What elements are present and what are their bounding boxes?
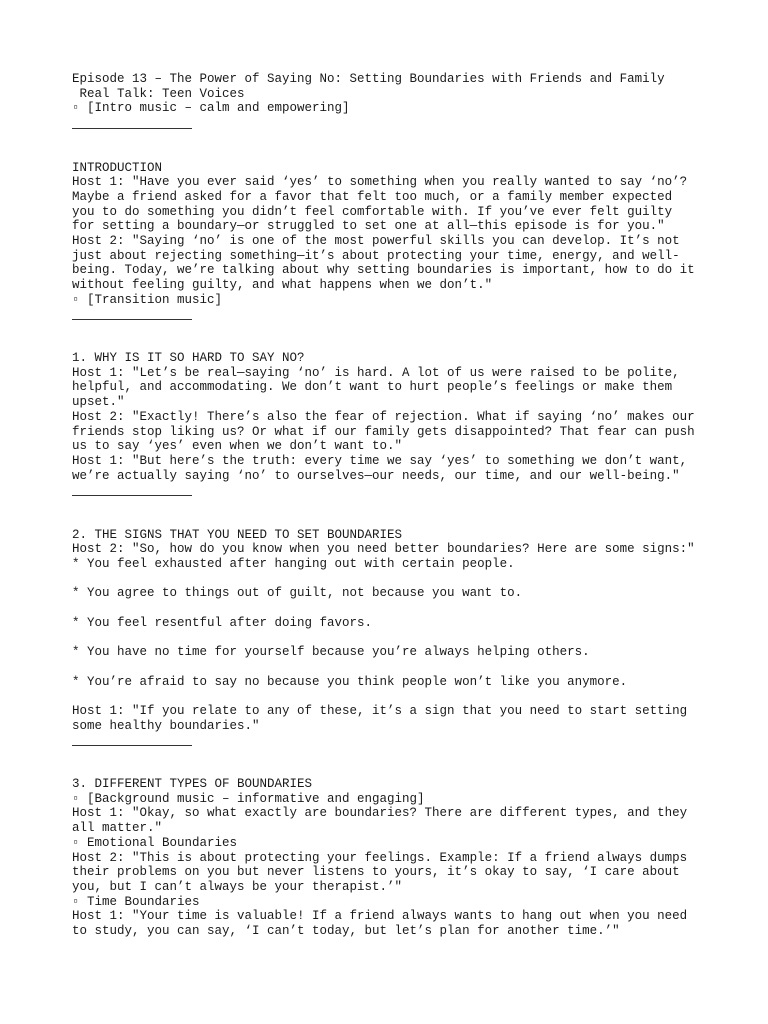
sign-bullet: * You feel exhausted after hanging out with certain people. xyxy=(72,556,515,571)
section-2-line: Host 1: "If you relate to any of these, it’s a sign that you need to start setting xyxy=(72,703,688,718)
show-subtitle: Real Talk: Teen Voices xyxy=(72,86,245,101)
sign-bullet: * You agree to things out of guilt, not because you want to. xyxy=(72,586,523,601)
section-divider xyxy=(72,495,192,496)
emotional-boundaries-subheading: ▫ Emotional Boundaries xyxy=(72,835,238,850)
intro-line: Host 1: "Have you ever said ‘yes’ to something when you really wanted to say ‘no’? xyxy=(72,175,688,190)
sign-bullet: * You’re afraid to say no because you think people won’t like you anymore. xyxy=(72,674,628,689)
section-1-line: Host 1: "But here’s the truth: every time we say ‘yes’ to something we don’t want, xyxy=(72,453,688,468)
section-1-line: friends stop liking us? Or what if our family gets disappointed? That fear can push xyxy=(72,424,695,439)
section-1-heading: 1. WHY IS IT SO HARD TO SAY NO? xyxy=(72,351,305,365)
section-1-line: us to say ‘yes’ even when we don’t want to." xyxy=(72,439,403,454)
section-1-line: helpful, and accommodating. We don’t want to hurt people’s feelings or make them xyxy=(72,380,673,395)
background-music-cue: ▫ [Background music – informative and engaging] xyxy=(72,791,425,806)
intro-line: without feeling guilty, and what happens when we don’t." xyxy=(72,278,493,293)
section-3-line: Host 2: "This is about protecting your feelings. Example: If a friend always dumps xyxy=(72,850,688,865)
intro-line: for setting a boundary—or struggled to set one at all—this episode is for you." xyxy=(72,219,665,234)
section-3-heading: 3. DIFFERENT TYPES OF BOUNDARIES xyxy=(72,777,313,791)
sign-bullet: * You feel resentful after doing favors. xyxy=(72,615,373,630)
section-2-line: some healthy boundaries." xyxy=(72,718,260,733)
section-2-heading: 2. THE SIGNS THAT YOU NEED TO SET BOUNDARIES xyxy=(72,527,403,542)
section-1-line: we’re actually saying ‘no’ to ourselves—our needs, our time, and our well-being." xyxy=(72,468,680,483)
intro-line: you to do something you didn’t feel comfortable with. If you’ve ever felt guilty xyxy=(72,204,673,219)
section-3-line: Host 1: "Okay, so what exactly are boundaries? There are different types, and they xyxy=(72,806,688,821)
section-1-line: Host 2: "Exactly! There’s also the fear of rejection. What if saying ‘no’ makes our xyxy=(72,409,695,424)
sign-bullet: * You have no time for yourself because you’re always helping others. xyxy=(72,645,590,660)
intro-music-cue: ▫ [Intro music – calm and empowering] xyxy=(72,101,350,116)
section-divider xyxy=(72,128,192,129)
time-boundaries-subheading: ▫ Time Boundaries xyxy=(72,894,200,909)
section-divider xyxy=(72,319,192,320)
section-3-line: to study, you can say, ‘I can’t today, but let’s plan for another time.’" xyxy=(72,924,620,938)
section-1-line: upset." xyxy=(72,395,125,410)
intro-heading: INTRODUCTION xyxy=(72,160,163,175)
intro-line: Host 2: "Saying ‘no’ is one of the most powerful skills you can develop. It’s not xyxy=(72,234,680,248)
section-1-line: Host 1: "Let’s be real—saying ‘no’ is hard. A lot of us were raised to be polite, xyxy=(72,365,680,380)
intro-line: Maybe a friend asked for a favor that felt too much, or a family member expected xyxy=(72,189,673,204)
section-divider xyxy=(72,745,192,746)
episode-title: Episode 13 – The Power of Saying No: Setting Boundaries with Friends and Family xyxy=(72,72,665,86)
intro-line: just about rejecting something—it’s about protecting your time, energy, and well- xyxy=(72,248,680,263)
section-3-line: their problems on you but never listens to yours, it’s okay to say, ‘I care about xyxy=(72,865,680,880)
section-3-line: you, but I can’t always be your therapist.’" xyxy=(72,879,403,894)
section-3-line: Host 1: "Your time is valuable! If a friend always wants to hang out when you need xyxy=(72,909,688,924)
transition-music-cue: ▫ [Transition music] xyxy=(72,292,223,307)
intro-line: being. Today, we’re talking about why setting boundaries is important, how to do it xyxy=(72,263,695,278)
section-2-line: Host 2: "So, how do you know when you need better boundaries? Here are some signs:" xyxy=(72,542,695,557)
section-3-line: all matter." xyxy=(72,821,163,836)
